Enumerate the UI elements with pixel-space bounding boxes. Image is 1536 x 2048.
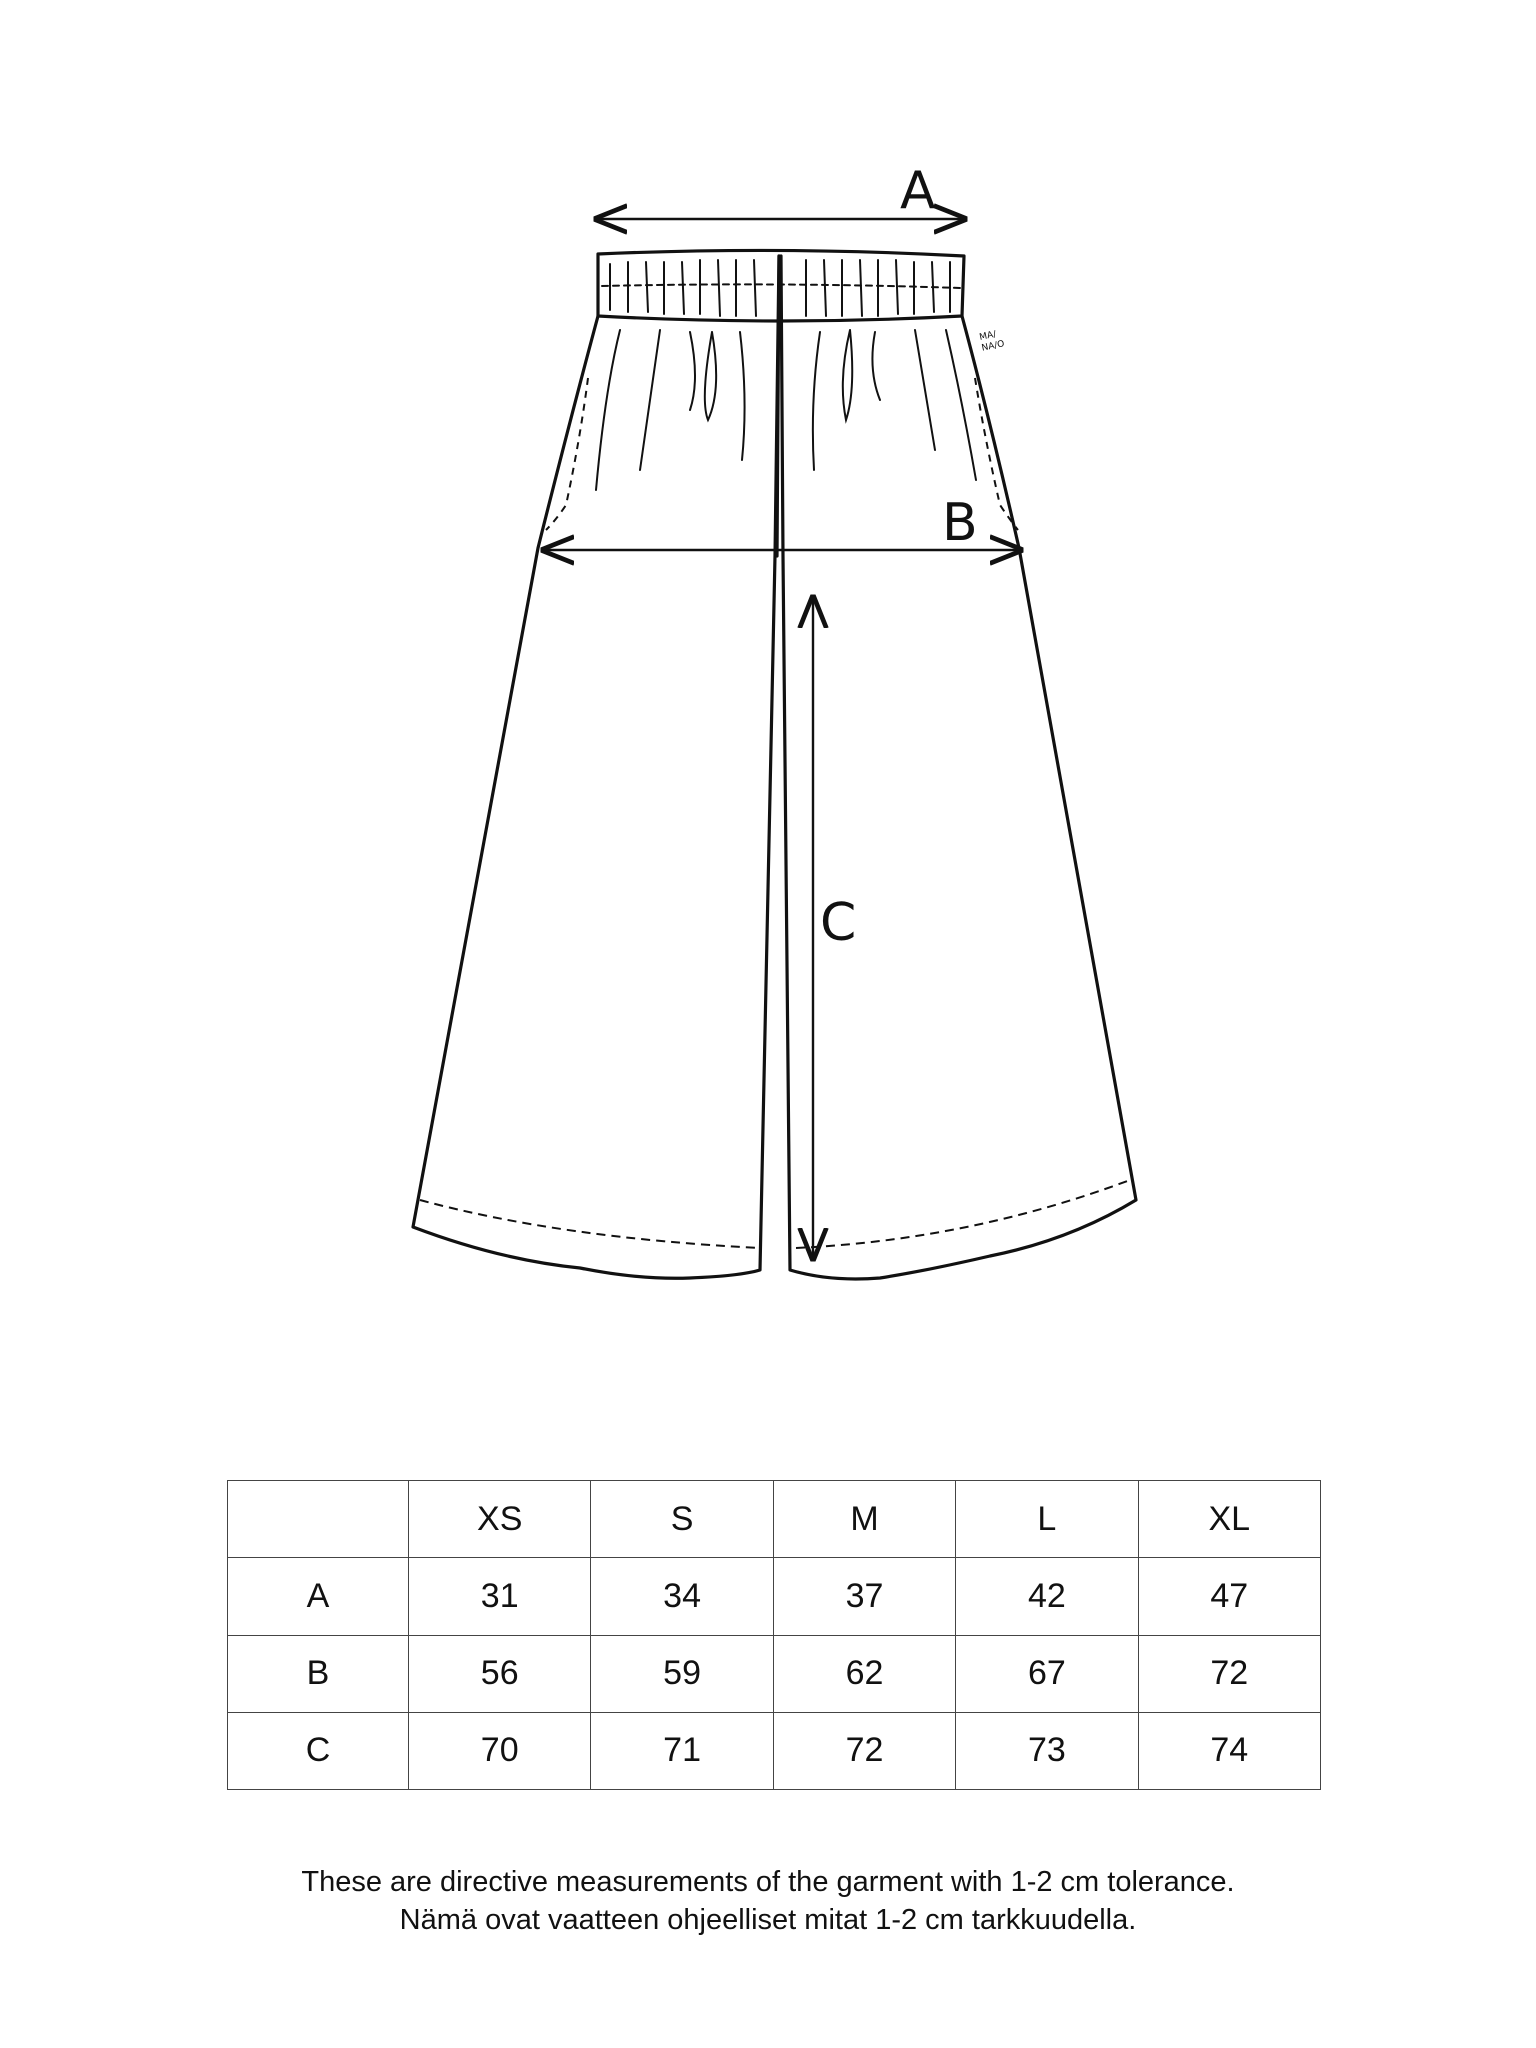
brand-mark-line1: MA/ (978, 329, 998, 343)
table-cell: 72 (1138, 1635, 1320, 1712)
fabric-folds (596, 330, 976, 490)
table-cell: 47 (1138, 1558, 1320, 1635)
caption-english: These are directive measurements of the garment with 1-2 cm tolerance. (301, 1866, 1235, 1898)
size-header-m: M (773, 1481, 955, 1558)
table-header-row (228, 1481, 1321, 1558)
table-cell: 37 (773, 1558, 955, 1635)
size-header-xs: XS (409, 1481, 591, 1558)
brand-mark (979, 328, 1006, 353)
caption-finnish: Nämä ovat vaatteen ohjeelliset mitat 1-2 cm tarkkuudella. (399, 1904, 1137, 1936)
label-b: B (942, 493, 978, 553)
table-cell: 42 (956, 1558, 1138, 1635)
table-corner-cell (228, 1481, 409, 1558)
table-row (228, 1635, 1321, 1712)
size-header-s: S (591, 1481, 773, 1558)
table-cell: 73 (956, 1712, 1138, 1789)
hem-stitching (420, 1180, 1130, 1248)
pants-outline (413, 250, 1136, 1279)
table-cell: 56 (409, 1635, 591, 1712)
table-cell: 62 (773, 1635, 955, 1712)
table-cell: 70 (409, 1712, 591, 1789)
table-cell: 67 (956, 1635, 1138, 1712)
table-cell: 34 (591, 1558, 773, 1635)
table-cell: 31 (409, 1558, 591, 1635)
size-header-xl: XL (1138, 1481, 1320, 1558)
table-cell: 71 (591, 1712, 773, 1789)
table-cell: 74 (1138, 1712, 1320, 1789)
table-row (228, 1712, 1321, 1789)
table-cell: 59 (591, 1635, 773, 1712)
row-label-a: A (228, 1558, 409, 1635)
row-label-b: B (228, 1635, 409, 1712)
row-label-c: C (228, 1712, 409, 1789)
size-header-l: L (956, 1481, 1138, 1558)
table-row (228, 1558, 1321, 1635)
label-c: C (820, 893, 857, 953)
table-cell: 72 (773, 1712, 955, 1789)
size-chart-table (227, 1480, 1321, 1790)
label-a: A (900, 161, 936, 221)
brand-mark-line2: NA/O (980, 339, 1006, 354)
